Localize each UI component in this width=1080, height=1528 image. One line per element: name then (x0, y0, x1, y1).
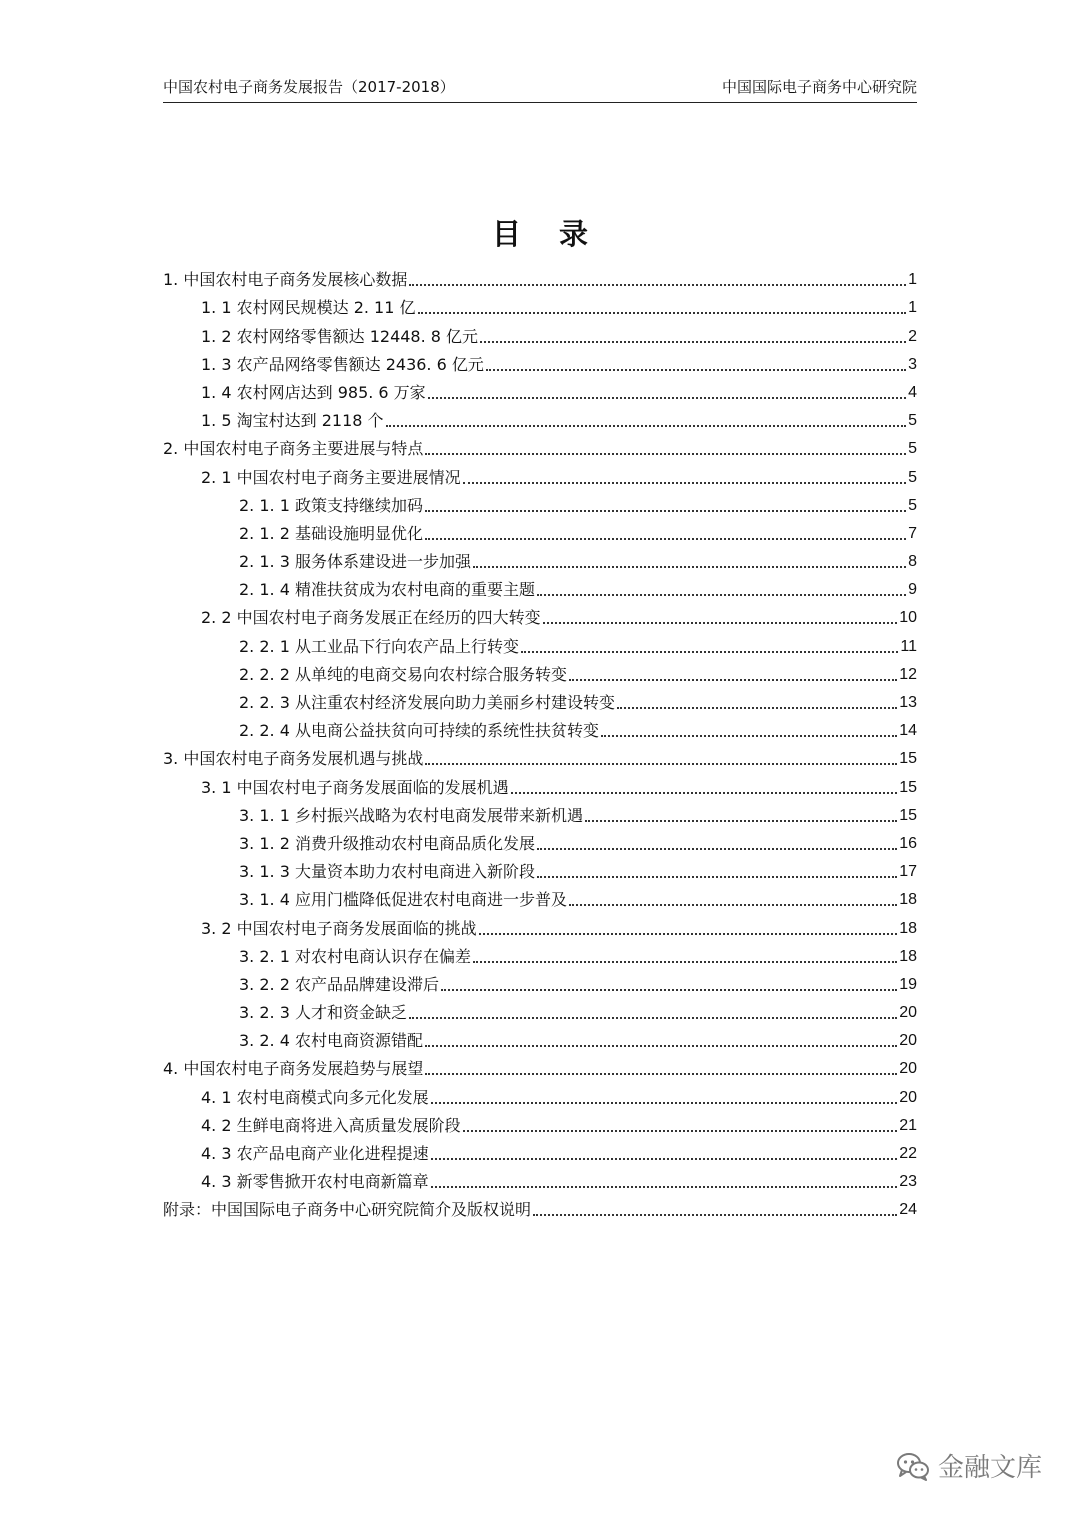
toc-entry-page-number: 3 (908, 355, 917, 373)
toc-entry[interactable] (163, 1195, 917, 1223)
toc-entry[interactable] (163, 1111, 917, 1139)
dot-leader (569, 904, 897, 906)
toc-entry-title: 2. 1 中国农村电子商务主要进展情况 (201, 467, 461, 487)
toc-entry[interactable] (163, 688, 917, 716)
dot-leader (601, 735, 897, 737)
toc-entry-title: 2. 1. 3 服务体系建设进一步加强 (239, 552, 471, 572)
toc-entry-page-number: 5 (908, 468, 917, 486)
toc-entry-title: 1. 1 农村网民规模达 2. 11 亿 (201, 298, 416, 318)
toc-entry-page-number: 15 (899, 750, 917, 768)
toc-entry[interactable] (163, 603, 917, 631)
toc-entry-page-number: 2 (908, 327, 917, 345)
dot-leader (617, 707, 897, 709)
toc-entry-title: 2. 2. 1 从工业品下行向农产品上行转变 (239, 636, 519, 656)
dot-leader (409, 1017, 897, 1019)
toc-entry-page-number: 23 (899, 1173, 917, 1191)
toc-entry-title: 2. 2 中国农村电子商务发展正在经历的四大转变 (201, 608, 541, 628)
dot-leader (521, 651, 898, 653)
toc-entry[interactable] (163, 321, 917, 349)
toc-entry-page-number: 20 (899, 1004, 917, 1022)
dot-leader (473, 961, 897, 963)
toc-entry[interactable] (163, 829, 917, 857)
toc-entry-page-number: 9 (908, 581, 917, 599)
toc-entry-title: 1. 3 农产品网络零售额达 2436. 6 亿元 (201, 354, 484, 374)
table-of-contents (163, 265, 917, 1223)
dot-leader (463, 1130, 898, 1132)
dot-leader (425, 1073, 897, 1075)
dot-leader (480, 341, 906, 343)
toc-entry-page-number: 8 (908, 553, 917, 571)
toc-entry-title: 4. 3 农产品电商产业化进程提速 (201, 1144, 429, 1163)
toc-entry[interactable] (163, 970, 917, 998)
toc-entry[interactable] (163, 547, 917, 575)
toc-entry[interactable] (163, 1139, 917, 1167)
toc-entry-title: 3. 1. 1 乡村振兴战略为农村电商发展带来新机遇 (239, 805, 583, 825)
toc-entry-page-number: 15 (899, 806, 917, 824)
toc-entry-title: 2. 1. 4 精准扶贫成为农村电商的重要主题 (239, 580, 535, 600)
toc-entry-page-number: 20 (899, 1088, 917, 1106)
toc-entry[interactable] (163, 660, 917, 688)
dot-leader (425, 453, 906, 455)
dot-leader (418, 312, 907, 314)
dot-leader (511, 792, 898, 794)
toc-entry[interactable] (163, 942, 917, 970)
dot-leader (425, 510, 906, 512)
toc-entry[interactable] (163, 744, 917, 772)
dot-leader (473, 566, 906, 568)
toc-entry[interactable] (163, 631, 917, 659)
toc-entry-title: 1. 5 淘宝村达到 2118 个 (201, 411, 384, 431)
toc-entry-page-number: 5 (908, 440, 917, 458)
toc-entry-title: 3. 2 中国农村电子商务发展面临的挑战 (201, 918, 477, 938)
toc-entry-page-number: 19 (899, 975, 917, 993)
toc-entry[interactable] (163, 406, 917, 434)
toc-entry[interactable] (163, 265, 917, 293)
toc-entry-title: 2. 2. 3 从注重农村经济发展向助力美丽乡村建设转变 (239, 693, 615, 712)
toc-entry-page-number: 18 (899, 919, 917, 937)
toc-entry[interactable] (163, 716, 917, 744)
dot-leader (585, 820, 897, 822)
dot-leader (431, 1186, 898, 1188)
dot-leader (537, 594, 906, 596)
dot-leader (431, 1102, 898, 1104)
toc-entry-title: 1. 中国农村电子商务发展核心数据 (163, 270, 408, 290)
watermark-text: 金融文库 (937, 1453, 1042, 1483)
dot-leader (428, 397, 906, 399)
toc-entry-page-number: 16 (899, 834, 917, 852)
toc-entry-page-number: 18 (899, 891, 917, 909)
dot-leader (533, 1214, 897, 1216)
toc-entry-title: 3. 2. 2 农产品品牌建设滞后 (239, 974, 439, 994)
toc-entry-title: 3. 2. 1 对农村电商认识存在偏差 (239, 946, 471, 966)
toc-entry-page-number: 11 (900, 637, 917, 655)
toc-entry[interactable] (163, 885, 917, 913)
toc-entry-page-number: 5 (908, 496, 917, 514)
toc-entry-title: 2. 中国农村电子商务主要进展与特点 (163, 439, 424, 459)
toc-entry[interactable] (163, 998, 917, 1026)
toc-entry[interactable] (163, 857, 917, 885)
dot-leader (479, 933, 898, 935)
watermark (896, 1447, 1042, 1484)
toc-entry-page-number: 18 (899, 947, 917, 965)
toc-entry[interactable] (163, 462, 917, 490)
toc-entry-page-number: 1 (908, 299, 917, 317)
dot-leader (425, 763, 897, 765)
dot-leader (441, 989, 897, 991)
toc-entry-title: 2. 2. 2 从单纯的电商交易向农村综合服务转变 (239, 664, 567, 684)
dot-leader (425, 1045, 897, 1047)
toc-entry[interactable] (163, 1026, 917, 1054)
dot-leader (537, 876, 897, 878)
toc-entry-page-number: 5 (908, 412, 917, 430)
toc-entry-title: 附录：中国国际电子商务中心研究院简介及版权说明 (163, 1200, 532, 1220)
toc-entry-title: 3. 2. 4 农村电商资源错配 (239, 1031, 423, 1051)
toc-entry-title: 2. 2. 4 从电商公益扶贫向可持续的系统性扶贫转变 (239, 721, 599, 741)
toc-entry-title: 3. 1. 2 消费升级推动农村电商品质化发展 (239, 833, 535, 853)
toc-entry[interactable] (163, 1082, 917, 1110)
toc-entry[interactable] (163, 575, 917, 603)
header-report-title: 中国农村电子商务发展报告（2017-2018） (163, 78, 455, 96)
toc-entry-title: 3. 1. 3 大量资本助力农村电商进入新阶段 (239, 862, 535, 882)
dot-leader (425, 538, 906, 540)
toc-entry-title: 1. 2 农村网络零售额达 12448. 8 亿元 (201, 326, 479, 346)
toc-entry-page-number: 20 (899, 1060, 917, 1078)
dot-leader (486, 369, 906, 371)
dot-leader (409, 284, 906, 286)
toc-entry-title: 3. 中国农村电子商务发展机遇与挑战 (163, 749, 424, 769)
toc-entry-page-number: 13 (899, 694, 917, 711)
dot-leader (537, 848, 897, 850)
dot-leader (386, 425, 907, 427)
toc-entry-page-number: 10 (899, 609, 917, 627)
toc-entry-page-number: 22 (899, 1145, 917, 1162)
toc-entry-title: 3. 1. 4 应用门槛降低促进农村电商进一步普及 (239, 890, 567, 910)
toc-entry-page-number: 1 (908, 271, 917, 289)
toc-entry[interactable] (163, 491, 917, 519)
toc-entry-title: 4. 中国农村电子商务发展趋势与展望 (163, 1059, 424, 1079)
toc-entry-page-number: 7 (908, 524, 917, 542)
toc-entry[interactable] (163, 519, 917, 547)
toc-entry[interactable] (163, 772, 917, 800)
toc-entry[interactable] (163, 1054, 917, 1082)
toc-heading: 目 录 (491, 217, 603, 251)
toc-entry-title: 3. 1 中国农村电子商务发展面临的发展机遇 (201, 777, 509, 797)
toc-entry[interactable] (163, 293, 917, 321)
dot-leader (463, 482, 906, 484)
toc-entry-page-number: 12 (899, 665, 917, 683)
toc-entry-page-number: 20 (899, 1032, 917, 1050)
dot-leader (543, 622, 898, 624)
header-institution: 中国国际电子商务中心研究院 (721, 78, 917, 96)
toc-entry[interactable] (163, 350, 917, 378)
toc-entry[interactable] (163, 1167, 917, 1195)
toc-entry-page-number: 24 (899, 1201, 917, 1219)
dot-leader (431, 1158, 898, 1160)
toc-entry-title: 4. 2 生鲜电商将进入高质量发展阶段 (201, 1115, 461, 1135)
toc-entry-page-number: 21 (899, 1116, 917, 1134)
toc-entry-title: 4. 1 农村电商模式向多元化发展 (201, 1087, 429, 1107)
wechat-icon (896, 1451, 930, 1481)
toc-entry-title: 1. 4 农村网店达到 985. 6 万家 (201, 382, 426, 402)
toc-entry[interactable] (163, 378, 917, 406)
toc-entry-page-number: 4 (908, 383, 917, 401)
toc-entry-page-number: 15 (899, 778, 917, 796)
toc-entry-title: 3. 2. 3 人才和资金缺乏 (239, 1003, 407, 1023)
toc-entry-title: 2. 1. 2 基础设施明显优化 (239, 523, 423, 543)
toc-entry[interactable] (163, 913, 917, 941)
toc-entry-page-number: 17 (899, 863, 917, 881)
toc-entry-title: 2. 1. 1 政策支持继续加码 (239, 495, 423, 515)
toc-entry[interactable] (163, 801, 917, 829)
toc-entry[interactable] (163, 434, 917, 462)
toc-entry-title: 4. 3 新零售掀开农村电商新篇章 (201, 1172, 429, 1192)
page-header (163, 76, 917, 103)
toc-entry-page-number: 14 (899, 722, 917, 740)
dot-leader (569, 679, 897, 681)
